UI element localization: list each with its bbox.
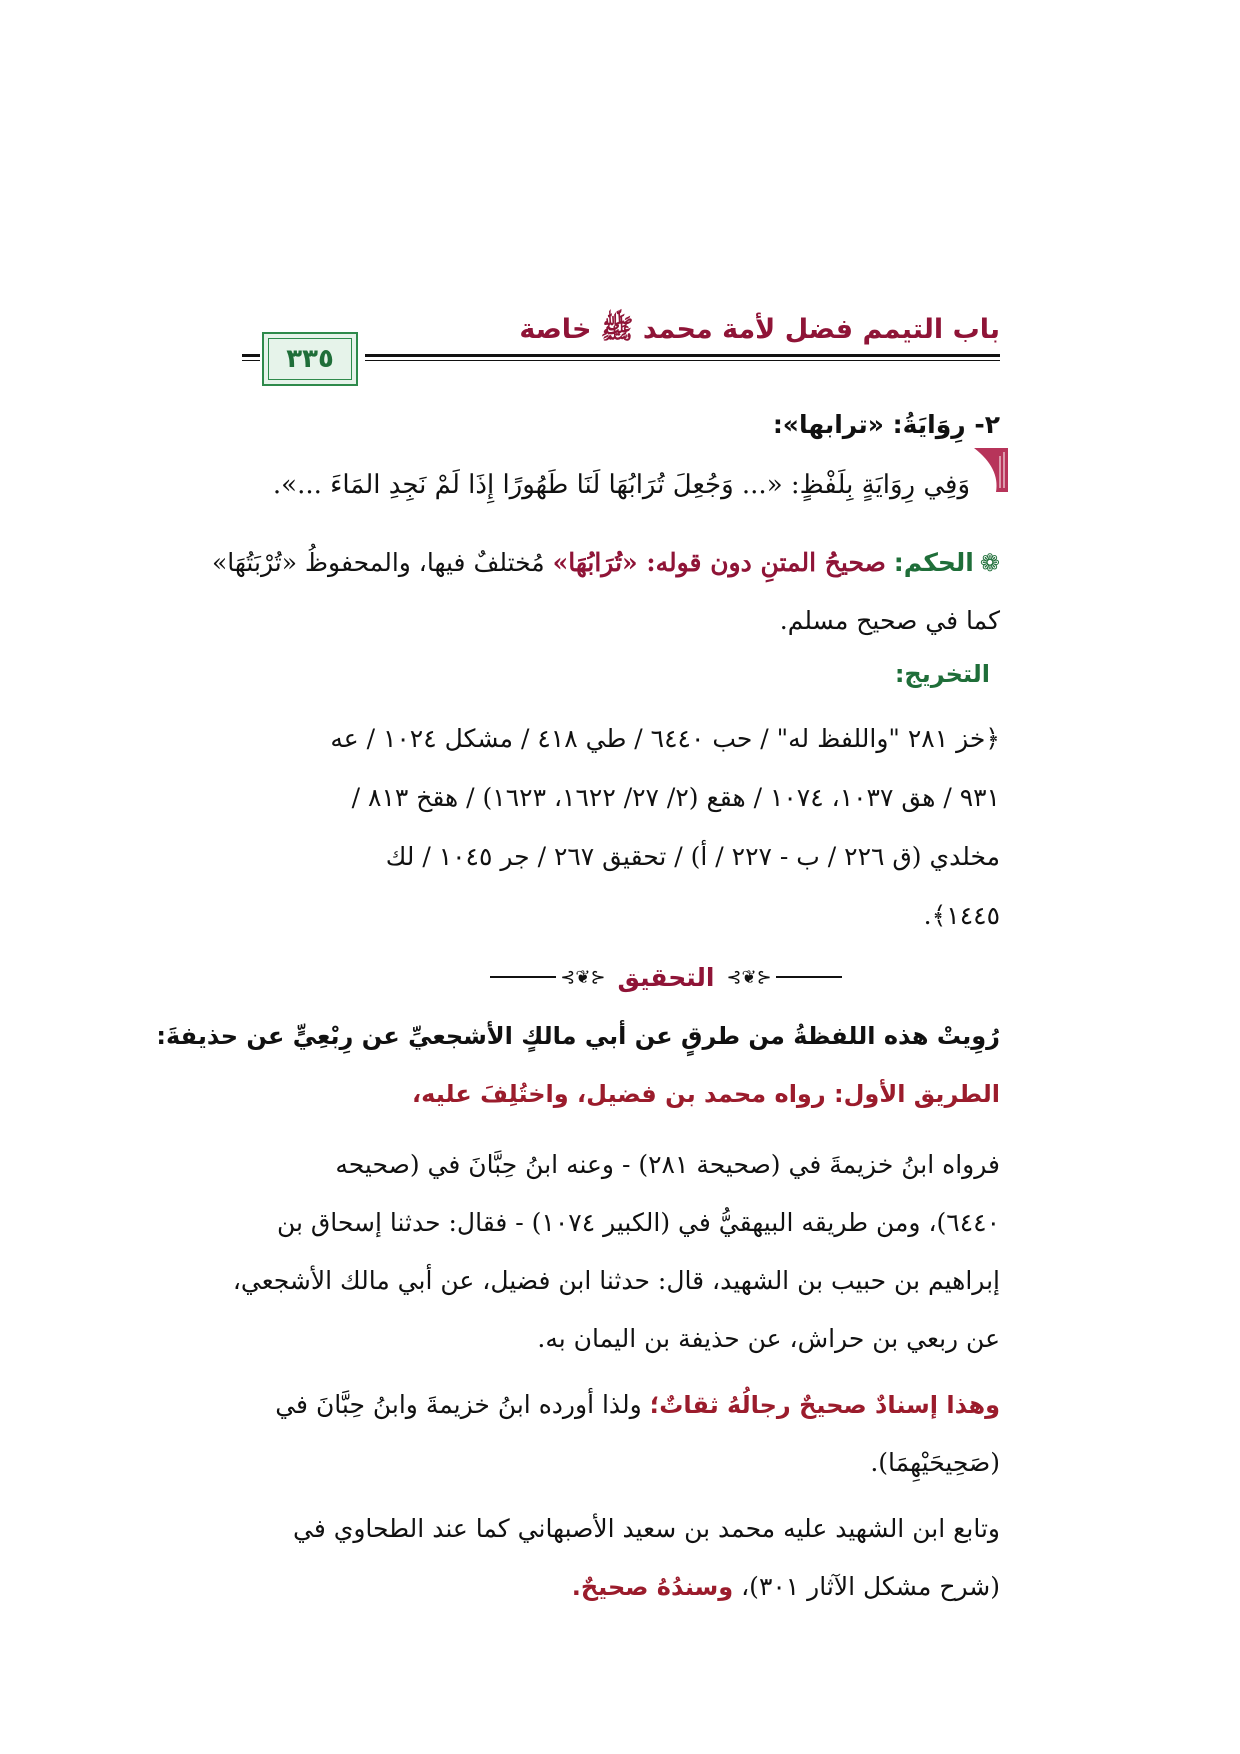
para1-line-4: عن ربعي بن حراش، عن حذيفة بن اليمان به. — [537, 1324, 1000, 1353]
corner-ornament-icon — [974, 448, 1008, 492]
path1-title: الطريق الأول: رواه محمد بن فضيل، واختُلِفَ عليه، — [412, 1080, 1000, 1108]
ruling-line-2: كما في صحيح مسلم. — [779, 606, 1000, 635]
divider-line — [776, 976, 842, 978]
flower-bullet-icon: ❁ — [979, 549, 1000, 577]
section-title: ٢- رِوَايَةُ: «ترابها»: — [772, 410, 1000, 439]
header-rule-right-thin — [365, 360, 1000, 361]
isnad-verdict: وهذا إسنادٌ صحيحٌ رجالُهُ ثقاتٌ؛ — [649, 1391, 1000, 1419]
divider-label: التحقيق — [617, 962, 715, 992]
header-rule-left — [242, 354, 260, 357]
ruling-text: مُختلفٌ فيها، والمحفوظُ «تُرْبَتُهَا» — [212, 548, 545, 577]
section-divider — [490, 960, 842, 994]
para1-line-2: ٦٤٤٠)، ومن طريقه البيهقيُّ في (الكبير ١٠٧٤) - فقال: حدثنا إسحاق بن — [276, 1208, 1000, 1237]
takhrij-title: التخريج: — [894, 660, 990, 688]
page-number-badge — [262, 332, 358, 386]
para1-line-1: فرواه ابنُ خزيمةَ في (صحيحة ٢٨١) - وعنه ابنُ حِبَّانَ في (صحيحه — [335, 1150, 1000, 1179]
ruling-line — [212, 548, 1000, 578]
ruling-label: الحكم: — [893, 548, 974, 577]
page-number: ٣٣٥ — [286, 344, 334, 374]
narration-quote: وَفِي رِوَايَةٍ بِلَفْظٍ: «... وَجُعِلَ تُرَابُهَا لَنَا طَهُورًا إِذَا لَمْ نَجِدِ المَاءَ ...». — [272, 470, 970, 500]
takhrij-line-4: ١٤٤٥﴾. — [923, 901, 1000, 930]
para2-line-1 — [240, 1390, 1000, 1420]
para3-line-2 — [240, 1572, 1000, 1602]
ornament-icon: ⊰❦⊱ — [726, 966, 772, 988]
para3-line-1: وتابع ابن الشهيد عليه محمد بن سعيد الأصبهاني كما عند الطحاوي في — [293, 1514, 1000, 1543]
para2-rest: ولذا أورده ابنُ خزيمةَ وابنُ حِبَّانَ في — [275, 1390, 642, 1419]
takhrij-line-3: مخلدي (ق ٢٢٦ / ب - ٢٢٧ / أ) / تحقيق ٢٦٧ / جر ١٠٤٥ / لك — [385, 842, 1000, 871]
para3-plain: (شرح مشكل الآثار ٣٠١)، — [741, 1572, 1000, 1601]
takhrij-line-1: ﴿خز ٢٨١ "واللفظ له" / حب ٦٤٤٠ / طي ٤١٨ / مشكل ١٠٢٤ / عه — [330, 724, 1000, 753]
ornament-icon: ⊰❦⊱ — [560, 966, 606, 988]
tahqiq-intro: رُوِيتْ هذه اللفظةُ من طرقٍ عن أبي مالكٍ الأشجعيِّ عن رِبْعِيٍّ عن حذيفةَ: — [156, 1022, 1000, 1050]
para1-line-3: إبراهيم بن حبيب بن الشهيد، قال: حدثنا ابن فضيل، عن أبي مالك الأشجعي، — [232, 1266, 1000, 1295]
divider-line — [490, 976, 556, 978]
para2-line-2: (صَحِيحَيْهِمَا). — [870, 1448, 1000, 1477]
header-rule-left-thin — [242, 360, 260, 361]
header-rule-right — [365, 354, 1000, 357]
chapter-title: باب التيمم فضل لأمة محمد ﷺ خاصة — [519, 314, 1000, 345]
ruling-verdict: صحيحُ المتنِ دون قوله: «تُرَابُهَا» — [552, 548, 886, 577]
para3-verdict: وسندُهُ صحيحٌ. — [571, 1573, 734, 1601]
takhrij-line-2: ٩٣١ / هق ١٠٣٧، ١٠٧٤ / هقع (٢/ ٢٧/ ١٦٢٢، ١٦٢٣) / هقخ ٨١٣ / — [351, 783, 1000, 812]
